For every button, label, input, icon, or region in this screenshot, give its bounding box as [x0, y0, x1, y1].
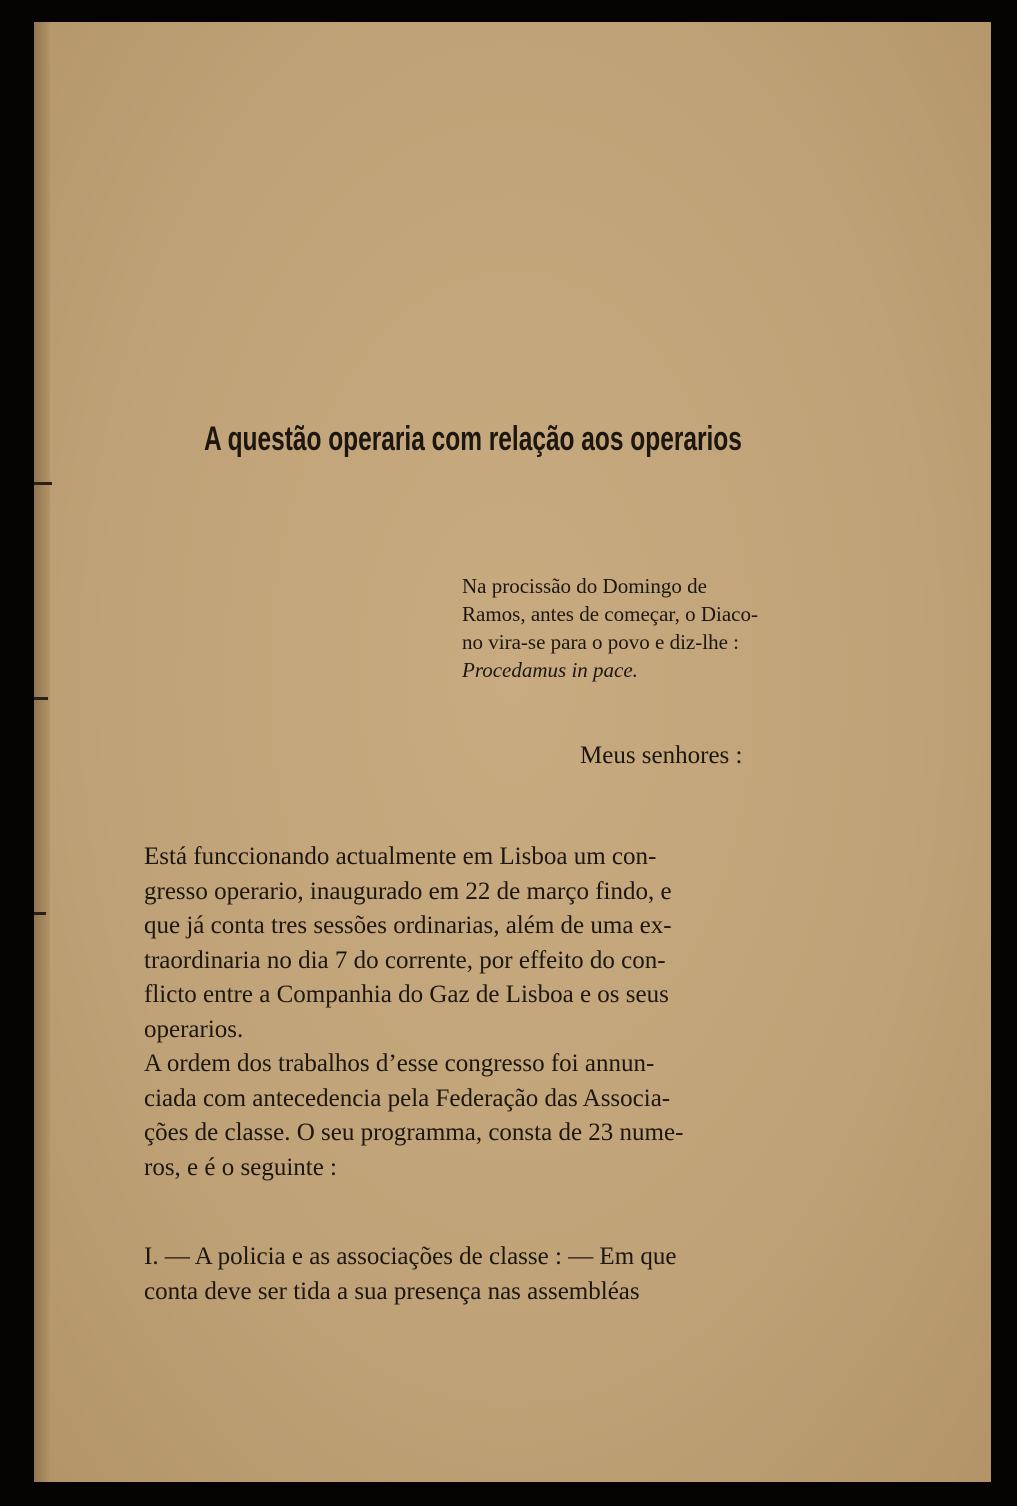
- epigraph-text: Na procissão do Domingo de Ramos, antes de começar, o Diaco- no vira-se para o povo e diz-lhe :: [462, 574, 758, 654]
- paragraph-1: Está funccionando actualmente em Lisboa um con- gresso operario, inaugurado em 22 de março findo, e que já conta tres sessões ordinarias, além de uma ex- traordinaria no dia 7 do corrente, por effeito do con- flicto entre a Companhia do Gaz de Lisboa e os seus operarios.: [144, 843, 672, 1043]
- binding-mark: [34, 482, 52, 485]
- salutation: Meus senhores :: [580, 742, 743, 769]
- page-gutter: [34, 22, 50, 1482]
- book-page: [34, 22, 991, 1482]
- binding-mark: [34, 697, 48, 700]
- epigraph-latin: Procedamus in pace.: [462, 658, 638, 682]
- paragraph-3: I. — A policia e as associações de classe : — Em que conta deve ser tida a sua presença nas assembléas: [144, 1243, 677, 1305]
- chapter-title: A questão operaria com relação aos operarios: [204, 420, 742, 458]
- paragraph-2: A ordem dos trabalhos d’esse congresso foi annun- ciada com antecedencia pela Federação das Associa- ções de classe. O seu programma, consta de 23 nume- ros, e é o seguinte :: [144, 1050, 684, 1181]
- binding-mark: [34, 912, 46, 915]
- epigraph: [462, 544, 802, 712]
